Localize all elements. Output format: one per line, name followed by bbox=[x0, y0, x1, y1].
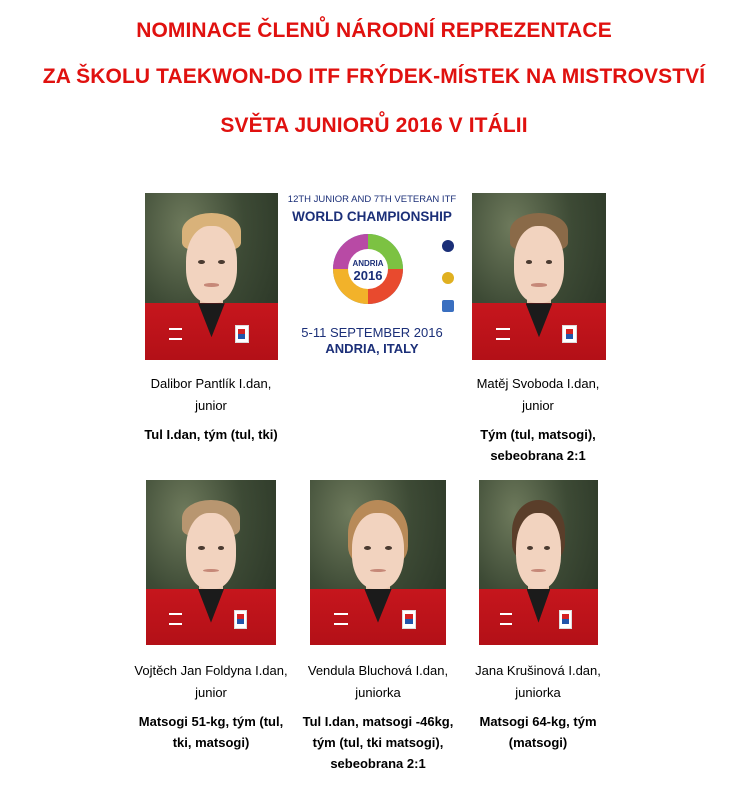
athlete-name: Jana Krušinová I.dan, bbox=[475, 663, 601, 678]
event-line: tki, matsogi) bbox=[172, 735, 250, 750]
poster-dates: 5-11 SEPTEMBER 2016 bbox=[301, 325, 443, 340]
athlete-name: Vojtěch Jan Foldyna I.dan, bbox=[134, 663, 288, 678]
athlete-category: junior bbox=[195, 398, 227, 413]
athlete-caption-svoboda bbox=[438, 373, 638, 417]
athlete-events-pantlik bbox=[111, 424, 311, 445]
athlete-name: Dalibor Pantlík I.dan, bbox=[150, 376, 272, 391]
athlete-caption-krusinova bbox=[443, 660, 633, 704]
event-line: Tul I.dan, matsogi -46kg, bbox=[302, 714, 454, 729]
athlete-category: juniorka bbox=[355, 685, 401, 700]
event-line: Matsogi 51-kg, tým (tul, bbox=[138, 714, 284, 729]
event-line: Matsogi 64-kg, tým bbox=[479, 714, 597, 729]
logo-year: 2016 bbox=[353, 268, 383, 283]
athlete-events-krusinova bbox=[443, 711, 633, 753]
event-line: sebeobrana 2:1 bbox=[330, 756, 426, 771]
athlete-category: juniorka bbox=[515, 685, 561, 700]
event-line: (matsogi) bbox=[508, 735, 568, 750]
athlete-events-svoboda bbox=[438, 424, 638, 466]
athlete-category: junior bbox=[522, 398, 554, 413]
athlete-photo-bluchova bbox=[310, 480, 446, 645]
andria-2016-logo bbox=[327, 228, 409, 310]
athlete-photo-krusinova bbox=[479, 480, 598, 645]
athlete-photo-svoboda bbox=[472, 193, 606, 360]
event-line: sebeobrana 2:1 bbox=[490, 448, 586, 463]
athlete-events-foldyna bbox=[116, 711, 306, 753]
sponsor-badge-3 bbox=[442, 300, 454, 312]
athlete-photo-foldyna bbox=[146, 480, 276, 645]
athlete-category: junior bbox=[195, 685, 227, 700]
page-title-line-1: NOMINACE ČLENŮ NÁRODNÍ REPREZENTACE bbox=[136, 19, 612, 42]
event-line: Tým (tul, matsogi), bbox=[480, 427, 596, 442]
athlete-name: Vendula Bluchová I.dan, bbox=[307, 663, 449, 678]
page-title-line-3: SVĚTA JUNIORŮ 2016 V ITÁLII bbox=[220, 114, 528, 137]
athlete-name: Matěj Svoboda I.dan, bbox=[476, 376, 600, 391]
athlete-caption-foldyna bbox=[116, 660, 306, 704]
poster-heading: WORLD CHAMPIONSHIP bbox=[292, 209, 452, 224]
poster-location: ANDRIA, ITALY bbox=[325, 341, 419, 356]
page-title-line-2: ZA ŠKOLU TAEKWON-DO ITF FRÝDEK-MÍSTEK NA MISTROVSTVÍ bbox=[42, 65, 706, 88]
athlete-photo-pantlik bbox=[145, 193, 278, 360]
event-line: tým (tul, tki matsogi), bbox=[312, 735, 444, 750]
sponsor-badge-2 bbox=[442, 272, 454, 284]
sponsor-badge-1 bbox=[442, 240, 454, 252]
event-line: Tul I.dan, tým (tul, tki) bbox=[144, 427, 278, 442]
logo-title: ANDRIA bbox=[352, 259, 384, 268]
championship-poster bbox=[287, 192, 457, 360]
athlete-caption-pantlik bbox=[111, 373, 311, 417]
poster-supertitle: 12TH JUNIOR AND 7TH VETERAN ITF bbox=[287, 194, 457, 205]
